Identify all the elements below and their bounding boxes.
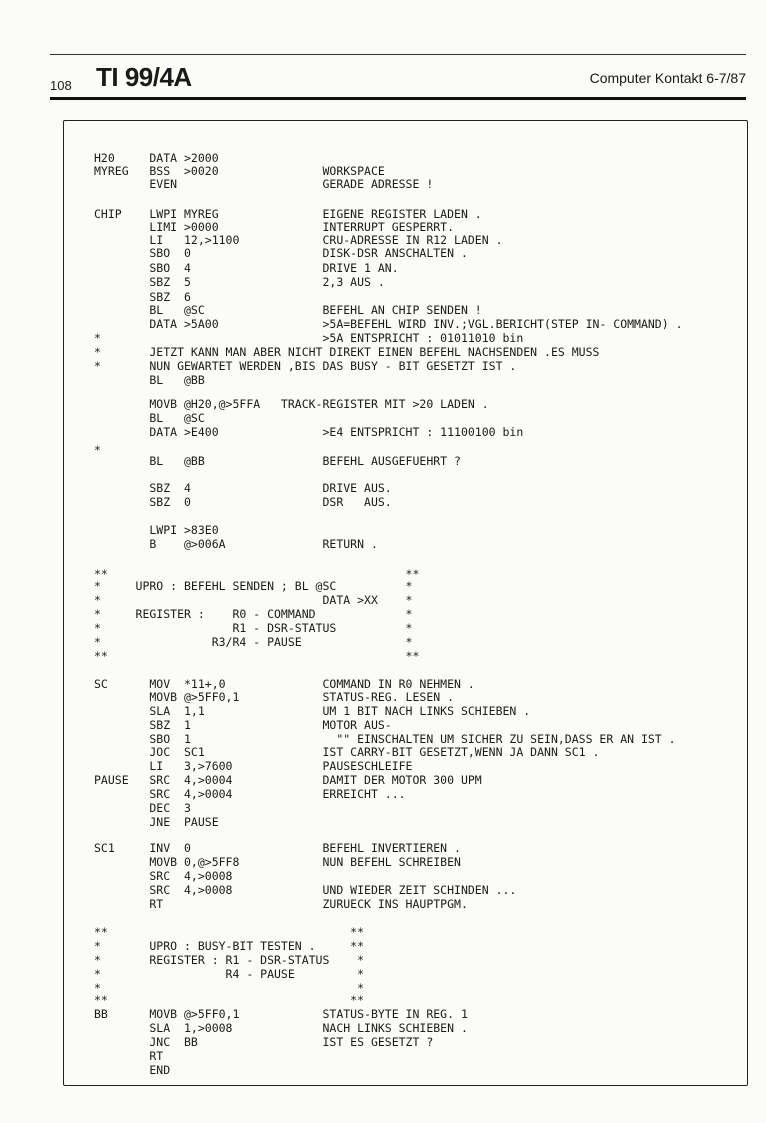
code-line: * NUN GEWARTET WERDEN ,BIS DAS BUSY - BIT GESETZT IST . <box>94 359 517 373</box>
code-line: SBZ 5 2,3 AUS . <box>94 275 385 289</box>
code-line: * REGISTER : R0 - COMMAND * <box>94 607 413 621</box>
code-line: * >5A ENTSPRICHT : 01011010 bin <box>94 331 524 345</box>
code-line: B @>006A RETURN . <box>94 537 378 551</box>
code-line: JNE PAUSE <box>94 815 219 829</box>
code-line: BL @BB <box>94 373 205 387</box>
code-line: LI 3,>7600 PAUSESCHLEIFE <box>94 759 413 773</box>
code-line: CHIP LWPI MYREG EIGENE REGISTER LADEN . <box>94 207 482 221</box>
code-line: MOVB @>5FF0,1 STATUS-REG. LESEN . <box>94 690 455 704</box>
page-number: 108 <box>50 78 72 93</box>
code-line: * UPRO : BEFEHL SENDEN ; BL @SC * <box>94 579 413 593</box>
top-rule <box>50 54 746 55</box>
code-line: RT <box>94 1049 164 1063</box>
code-line: BL @BB BEFEHL AUSGEFUEHRT ? <box>94 454 461 468</box>
code-line: * R3/R4 - PAUSE * <box>94 635 413 649</box>
code-line: SBO 0 DISK-DSR ANSCHALTEN . <box>94 246 468 260</box>
code-line: BL @SC BEFEHL AN CHIP SENDEN ! <box>94 303 482 317</box>
code-line: * R4 - PAUSE * <box>94 967 365 981</box>
code-line: RT ZURUECK INS HAUPTPGM. <box>94 897 468 911</box>
code-line: SRC 4,>0008 <box>94 869 233 883</box>
code-line: JOC SC1 IST CARRY-BIT GESETZT,WENN JA DANN SC1 . <box>94 745 600 759</box>
code-line: DATA >E400 >E4 ENTSPRICHT : 11100100 bin <box>94 425 524 439</box>
code-line: SBZ 0 DSR AUS. <box>94 495 392 509</box>
code-line: MOVB @H20,@>5FFA TRACK-REGISTER MIT >20 LADEN . <box>94 397 489 411</box>
code-line: SBZ 6 <box>94 290 191 304</box>
code-line: SC1 INV 0 BEFEHL INVERTIEREN . <box>94 841 461 855</box>
code-line: BB MOVB @>5FF0,1 STATUS-BYTE IN REG. 1 <box>94 1007 468 1021</box>
code-line: SRC 4,>0008 UND WIEDER ZEIT SCHINDEN ... <box>94 883 517 897</box>
code-line: * DATA >XX * <box>94 593 413 607</box>
code-line: END <box>94 1063 171 1077</box>
code-line: MYREG BSS >0020 WORKSPACE <box>94 164 385 178</box>
code-line: SBZ 1 MOTOR AUS- <box>94 718 392 732</box>
magazine-issue: Computer Kontakt 6-7/87 <box>589 70 746 86</box>
code-line: EVEN GERADE ADRESSE ! <box>94 177 434 191</box>
code-line: LIMI >0000 INTERRUPT GESPERRT. <box>94 220 455 234</box>
code-line: SLA 1,1 UM 1 BIT NACH LINKS SCHIEBEN . <box>94 704 531 718</box>
code-line: LI 12,>1100 CRU-ADRESSE IN R12 LADEN . <box>94 233 503 247</box>
page-title: TI 99/4A <box>96 62 192 92</box>
code-line: SBZ 4 DRIVE AUS. <box>94 481 392 495</box>
code-line: SBO 1 "" EINSCHALTEN UM SICHER ZU SEIN,DASS ER AN IST . <box>94 732 676 746</box>
listing-box <box>63 120 748 1086</box>
code-line: ** ** <box>94 567 420 581</box>
code-line: * * <box>94 981 365 995</box>
code-line: SRC 4,>0004 ERREICHT ... <box>94 787 406 801</box>
code-line: ** ** <box>94 649 420 663</box>
code-line: * UPRO : BUSY-BIT TESTEN . ** <box>94 939 365 953</box>
code-line: JNC BB IST ES GESETZT ? <box>94 1035 434 1049</box>
code-line: MOVB 0,@>5FF8 NUN BEFEHL SCHREIBEN <box>94 855 461 869</box>
code-line: DEC 3 <box>94 801 191 815</box>
code-line: SLA 1,>0008 NACH LINKS SCHIEBEN . <box>94 1021 468 1035</box>
header-rule <box>50 97 746 100</box>
code-line: BL @SC <box>94 411 205 425</box>
code-line: ** ** <box>94 925 365 939</box>
code-line: * <box>94 443 101 457</box>
code-line: PAUSE SRC 4,>0004 DAMIT DER MOTOR 300 UPM <box>94 773 482 787</box>
code-line: DATA >5A00 >5A=BEFEHL WIRD INV.;VGL.BERICHT(STEP IN- COMMAND) . <box>94 317 683 331</box>
code-line: SC MOV *11+,0 COMMAND IN R0 NEHMEN . <box>94 677 475 691</box>
code-line: * R1 - DSR-STATUS * <box>94 621 413 635</box>
code-line: H20 DATA >2000 <box>94 151 219 165</box>
code-line: SBO 4 DRIVE 1 AN. <box>94 261 399 275</box>
code-line: LWPI >83E0 <box>94 523 219 537</box>
page-header <box>50 62 746 98</box>
code-line: * JETZT KANN MAN ABER NICHT DIREKT EINEN BEFEHL NACHSENDEN .ES MUSS <box>94 345 600 359</box>
code-line: ** ** <box>94 993 365 1007</box>
code-line: * REGISTER : R1 - DSR-STATUS * <box>94 953 365 967</box>
